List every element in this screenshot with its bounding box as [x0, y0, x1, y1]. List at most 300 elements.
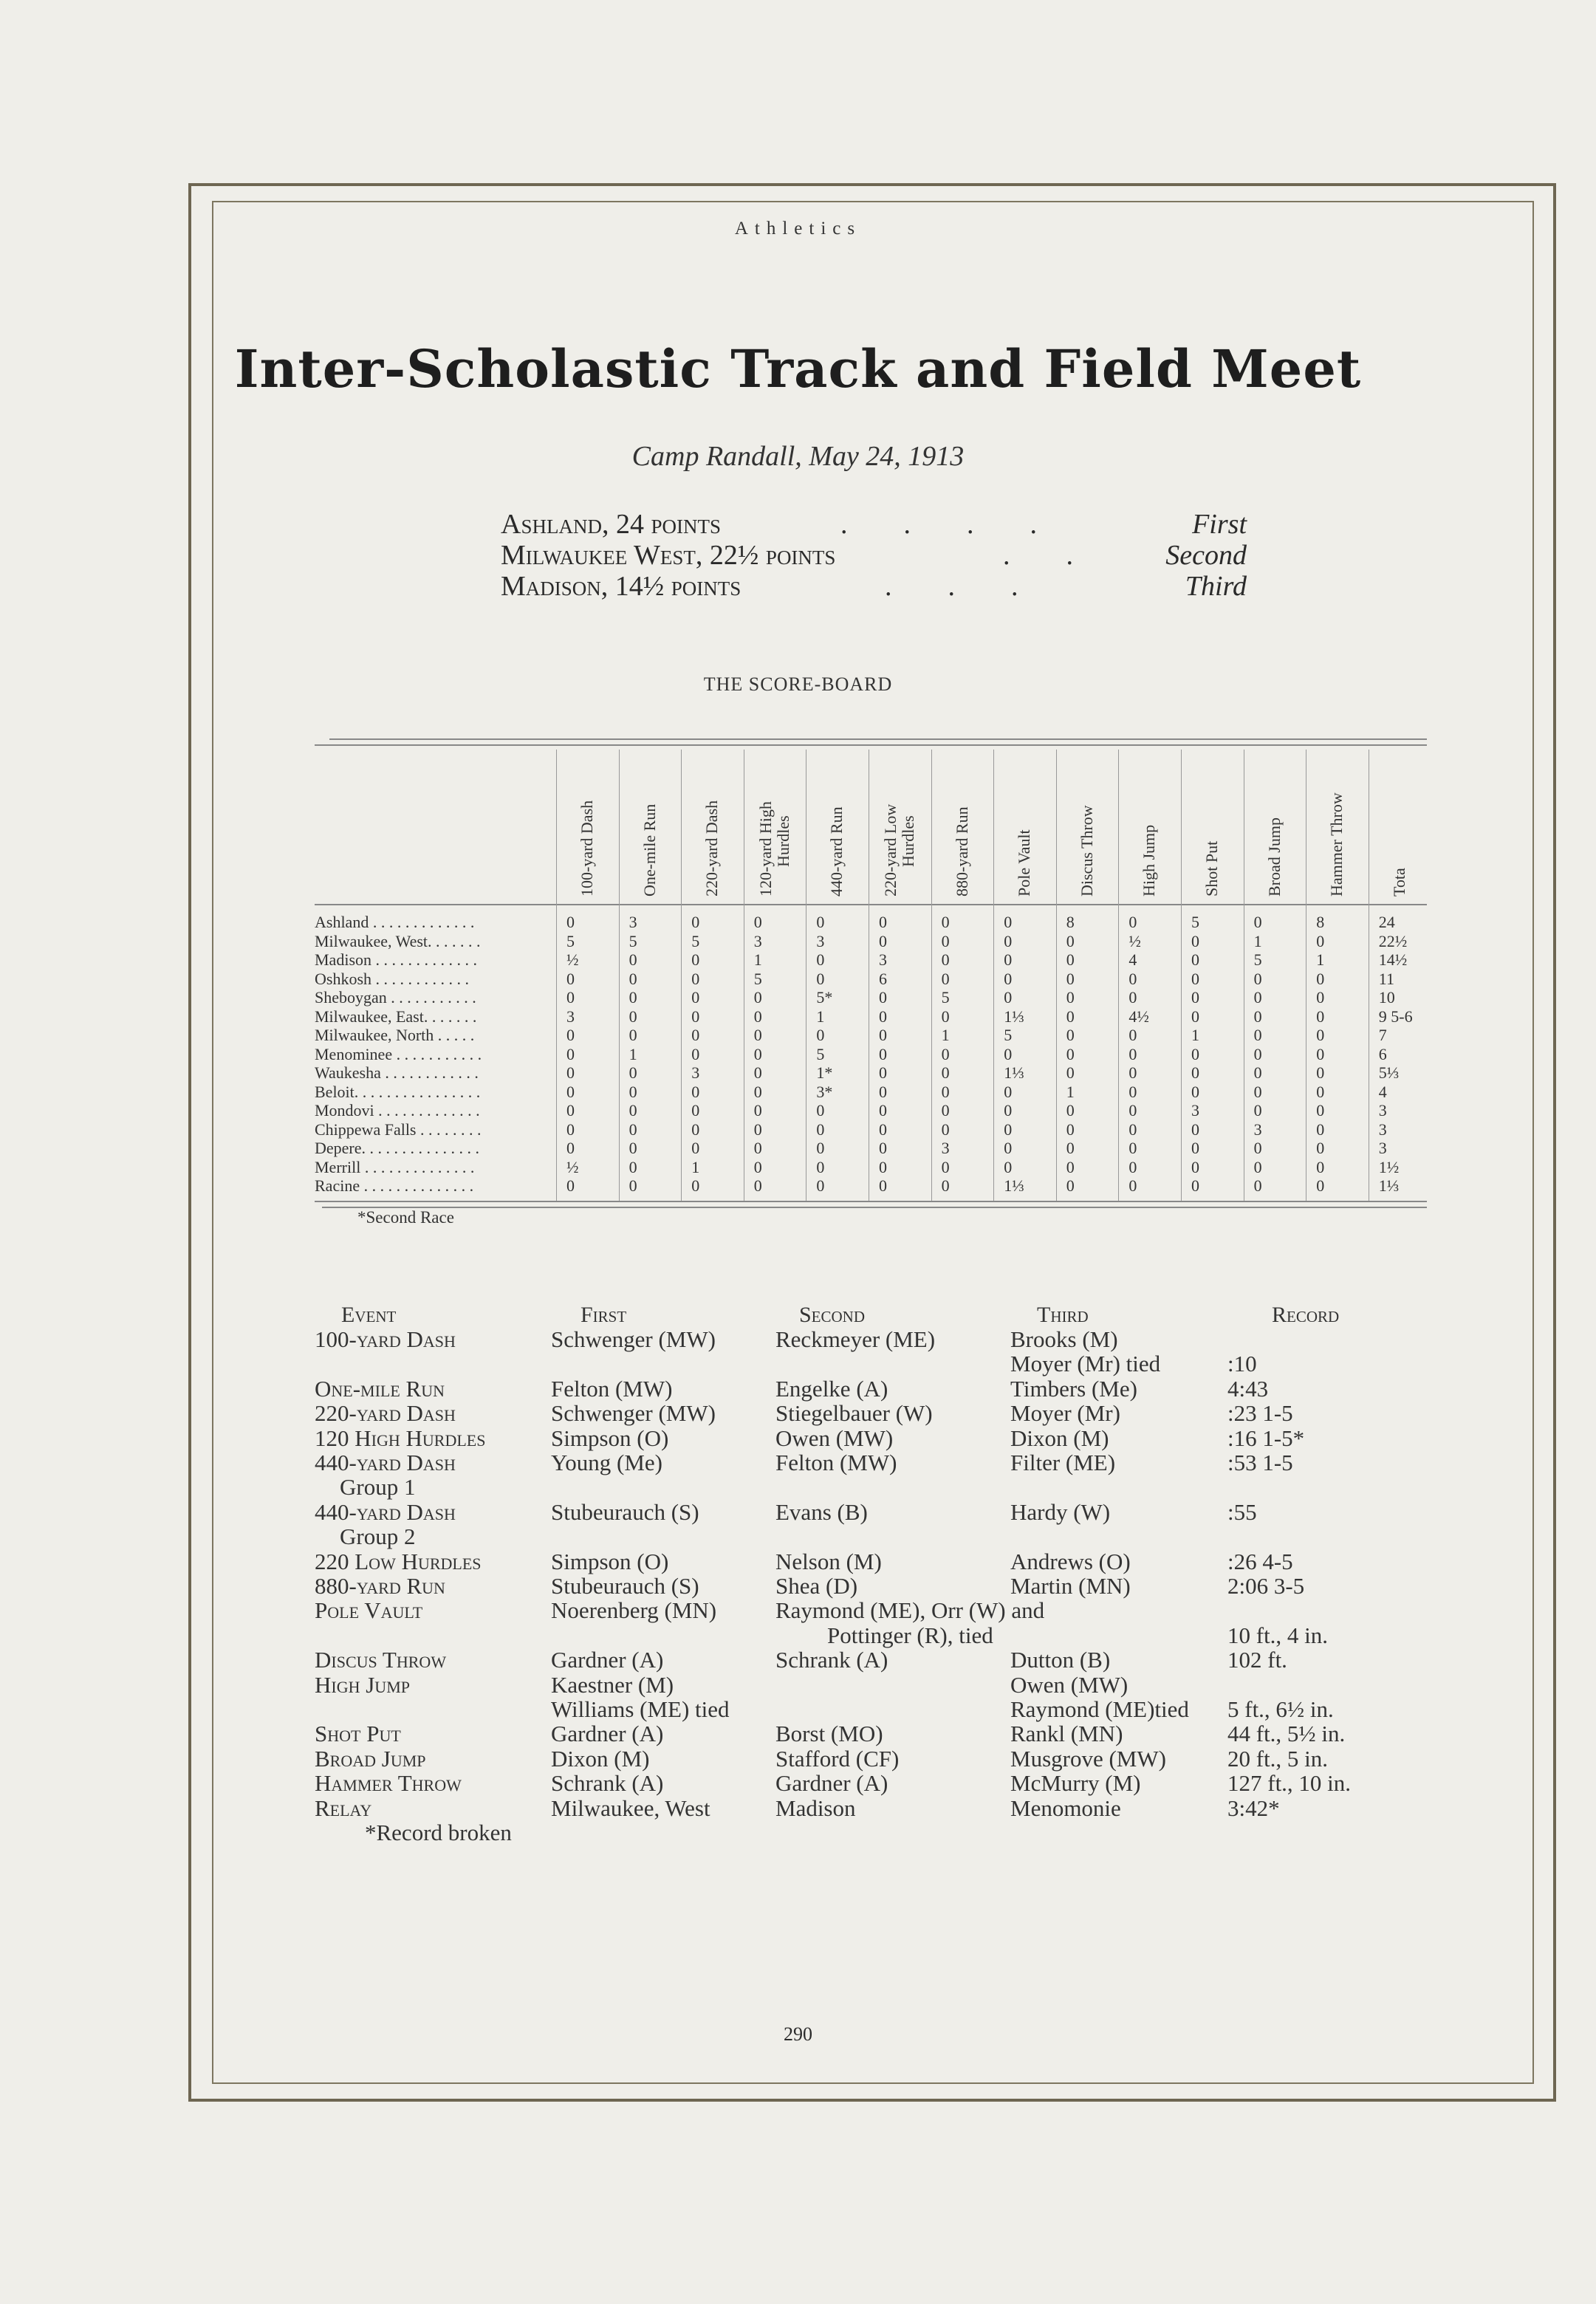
placing-third [501, 570, 1247, 603]
scoreboard-cell: 0 [941, 1063, 950, 1082]
scoreboard-cell: 3 [879, 950, 887, 969]
scoreboard-cell: 0 [1066, 1176, 1075, 1195]
scoreboard-team-name: Milwaukee, East. . . . . . . [315, 1007, 477, 1026]
events-cell-second: Gardner (A) [775, 1770, 888, 1797]
scoreboard-cell: 0 [1316, 1026, 1325, 1044]
scoreboard-cell: 0 [879, 1007, 887, 1026]
scoreboard-cell: 3 [1378, 1101, 1387, 1120]
scoreboard-cell: 0 [1316, 1007, 1325, 1026]
events-cell-event: 880-yard Run [315, 1573, 445, 1599]
scoreboard-cell: 0 [566, 1026, 575, 1044]
scoreboard-cell: 0 [629, 969, 637, 988]
scoreboard-cell: 0 [691, 950, 700, 969]
scoreboard-cell: 0 [1316, 1139, 1325, 1157]
events-cell-first: Stubeurauch (S) [551, 1573, 699, 1599]
scoreboard-cell: 0 [941, 931, 950, 950]
scoreboard-cell: 0 [1128, 1101, 1137, 1120]
placing-rank: Third [1185, 571, 1247, 602]
scoreboard-cell: 1 [941, 1026, 950, 1044]
scoreboard-cell: 0 [1253, 988, 1262, 1007]
scoreboard-cell: 9 5-6 [1378, 1007, 1413, 1026]
scoreboard-cell: 1⅓ [1378, 1176, 1400, 1195]
scoreboard-cell: 0 [1066, 1101, 1075, 1120]
events-cell-first: Noerenberg (MN) [551, 1597, 717, 1624]
scoreboard-cell: 0 [753, 913, 762, 931]
scoreboard-team-name: Chippewa Falls . . . . . . . . [315, 1120, 482, 1139]
events-cell-event: Group 1 [340, 1474, 416, 1501]
events-column-header: Record [1272, 1303, 1340, 1327]
scoreboard-cell: 0 [1191, 1120, 1199, 1139]
scoreboard-cell: 1 [1316, 950, 1325, 969]
page-number: 290 [784, 2023, 812, 2045]
scoreboard-cell: 0 [1316, 1157, 1325, 1176]
events-cell-third: Musgrove (MW) [1010, 1745, 1166, 1772]
leader-dots: . . [1003, 540, 1073, 571]
scoreboard-column-header: One-mile Run [640, 803, 659, 896]
scoreboard-cell: 0 [816, 1101, 825, 1120]
scoreboard-cell: 0 [1066, 1026, 1075, 1044]
scoreboard-cell: 0 [941, 1157, 950, 1176]
scoreboard-team-name: Beloit. . . . . . . . . . . . . . . . [315, 1082, 481, 1101]
scoreboard-cell: 0 [1128, 1157, 1137, 1176]
scoreboard-cell: 0 [566, 988, 575, 1007]
scoreboard-cell: 0 [1066, 1044, 1075, 1063]
scoreboard-cell: 24 [1378, 913, 1395, 931]
scoreboard-column-header: 880-yard Run [952, 806, 971, 896]
scoreboard-cell: 0 [879, 1063, 887, 1082]
scoreboard-cell: 1⅓ [1004, 1176, 1024, 1195]
events-cell-third: Moyer (Mr) tied [1010, 1351, 1161, 1377]
scoreboard-cell: 0 [1066, 1139, 1075, 1157]
scoreboard-cell: 5 [691, 931, 700, 950]
scoreboard-cell: 5* [816, 988, 833, 1007]
events-cell-record: :10 [1227, 1351, 1257, 1377]
events-cell-second: Schrank (A) [775, 1647, 888, 1673]
scoreboard-cell: 0 [1191, 1082, 1199, 1101]
scoreboard-cell: 1⅓ [1004, 1007, 1024, 1026]
placing-rank: First [1192, 509, 1247, 540]
scoreboard-cell: ½ [566, 950, 579, 969]
events-column-header: First [580, 1303, 627, 1327]
scoreboard-cell: 0 [879, 1082, 887, 1101]
scoreboard-cell: 3 [816, 931, 825, 950]
events-cell-first: Schrank (A) [551, 1770, 664, 1797]
events-cell-record: 44 ft., 5½ in. [1227, 1721, 1346, 1747]
scoreboard-column-header: Discus Throw [1077, 805, 1096, 896]
scoreboard-cell: 11 [1378, 969, 1394, 988]
scoreboard-cell: 0 [1191, 1139, 1199, 1157]
scoreboard-cell: 0 [753, 1101, 762, 1120]
scoreboard-column-divider [556, 750, 557, 1201]
scoreboard-rule-top-2 [315, 744, 1427, 746]
meet-subtitle: Camp Randall, May 24, 1913 [631, 441, 965, 472]
scoreboard-cell: 0 [566, 1044, 575, 1063]
scoreboard-cell: 0 [941, 1101, 950, 1120]
events-cell-event: 440-yard Dash [315, 1450, 456, 1475]
scoreboard-cell: 0 [1253, 1101, 1262, 1120]
scoreboard-cell: 0 [1066, 969, 1075, 988]
scoreboard-cell: 0 [1253, 1007, 1262, 1026]
scoreboard-cell: 1½ [1378, 1157, 1400, 1176]
scoreboard-cell: 0 [1004, 913, 1013, 931]
scoreboard-column-header: 220-yard Dash [702, 800, 722, 896]
events-cell-third: Rankl (MN) [1010, 1721, 1123, 1747]
events-cell-first: Milwaukee, West [551, 1794, 710, 1821]
scoreboard-cell: 0 [566, 1120, 575, 1139]
scoreboard-cell: 1 [1066, 1082, 1075, 1101]
scoreboard-cell: 0 [1004, 1157, 1013, 1176]
events-cell-event: 440-yard Dash [315, 1498, 456, 1525]
scoreboard-cell: 0 [691, 988, 700, 1007]
scoreboard-cell: 0 [1316, 931, 1325, 950]
scoreboard-cell: 5 [1004, 1026, 1013, 1044]
scoreboard-cell: 0 [1004, 969, 1013, 988]
scoreboard-cell: 0 [941, 1082, 950, 1101]
scoreboard-cell: 5 [941, 988, 950, 1007]
scoreboard-cell: 0 [1191, 1176, 1199, 1195]
scoreboard-cell: 0 [1316, 969, 1325, 988]
scoreboard-cell: 0 [691, 969, 700, 988]
events-cell-event: 120 High Hurdles [315, 1424, 486, 1451]
scoreboard-cell: 0 [941, 1176, 950, 1195]
scoreboard-cell: 0 [941, 950, 950, 969]
scoreboard-rule-bottom-2 [322, 1207, 1427, 1208]
scoreboard-cell: 0 [1128, 1176, 1137, 1195]
events-cell-record: :55 [1227, 1498, 1257, 1525]
scoreboard-cell: 0 [629, 950, 637, 969]
scoreboard-cell: 0 [753, 1176, 762, 1195]
scoreboard-column-divider [1181, 750, 1182, 1201]
scoreboard-cell: 3 [691, 1063, 700, 1082]
scoreboard-cell: 0 [753, 1139, 762, 1157]
placing-rank: Second [1165, 540, 1247, 571]
scoreboard-column-header: 440-yard Run [827, 806, 846, 896]
scoreboard-cell: 5 [1253, 950, 1262, 969]
scoreboard-cell: 5⅓ [1378, 1063, 1400, 1082]
events-cell-record: 2:06 3-5 [1227, 1573, 1305, 1599]
scoreboard-cell: 0 [816, 1176, 825, 1195]
scoreboard-cell: 0 [753, 988, 762, 1007]
placing-second [501, 539, 1247, 572]
scoreboard-cell: 0 [753, 1082, 762, 1101]
scoreboard-cell: 5 [753, 969, 762, 988]
scoreboard-cell: 0 [816, 1120, 825, 1139]
scoreboard-column-divider [1056, 750, 1057, 1201]
scoreboard-cell: 4½ [1128, 1007, 1149, 1026]
scoreboard-cell: 8 [1066, 913, 1075, 931]
scoreboard-cell: 8 [1316, 913, 1325, 931]
scoreboard-cell: 5 [816, 1044, 825, 1063]
events-cell-event: Group 2 [340, 1523, 416, 1550]
scoreboard-team-name: Merrill . . . . . . . . . . . . . . [315, 1157, 475, 1176]
scoreboard-cell: 7 [1378, 1026, 1387, 1044]
scoreboard-cell: 5 [1191, 913, 1199, 931]
events-cell-third: Moyer (Mr) [1010, 1400, 1120, 1427]
scoreboard-team-name: Milwaukee, West. . . . . . . [315, 931, 481, 950]
page-title: Inter-Scholastic Track and Field Meet [234, 338, 1362, 400]
events-cell-event: 220 Low Hurdles [315, 1548, 482, 1574]
scoreboard-cell: 0 [1066, 931, 1075, 950]
scoreboard-cell: 0 [1253, 1026, 1262, 1044]
scoreboard-cell: 0 [1066, 1007, 1075, 1026]
scoreboard-cell: 22½ [1378, 931, 1408, 950]
scoreboard-cell: 0 [566, 1101, 575, 1120]
scoreboard-cell: 0 [1128, 1063, 1137, 1082]
scoreboard-cell: 3* [816, 1082, 833, 1101]
scoreboard-cell: 0 [1004, 1139, 1013, 1157]
scoreboard-cell: 0 [1128, 988, 1137, 1007]
scoreboard-cell: 0 [691, 913, 700, 931]
scoreboard-cell: 0 [941, 913, 950, 931]
events-cell-first: Dixon (M) [551, 1745, 650, 1772]
scoreboard-cell: 14½ [1378, 950, 1408, 969]
scoreboard-column-header: 120-yard High Hurdles [756, 801, 792, 896]
events-cell-second: Pottinger (R), tied [827, 1622, 993, 1648]
scoreboard-cell: 0 [1191, 969, 1199, 988]
events-cell-second: Reckmeyer (ME) [775, 1326, 936, 1352]
placing-team: Ashland, 24 points [501, 509, 721, 540]
scoreboard-cell: 0 [1253, 1176, 1262, 1195]
scoreboard-cell: 0 [566, 1139, 575, 1157]
scoreboard-cell: 0 [816, 1026, 825, 1044]
scoreboard-cell: 3 [941, 1139, 950, 1157]
events-cell-first: Kaestner (M) [551, 1671, 674, 1698]
scoreboard-column-header: Tota [1389, 868, 1408, 896]
scoreboard-cell: 0 [1128, 1044, 1137, 1063]
scoreboard-cell: 0 [879, 988, 887, 1007]
events-cell-first: Gardner (A) [551, 1647, 664, 1673]
events-cell-second: Engelke (A) [775, 1375, 888, 1402]
scoreboard-column-header: 100-yard Dash [578, 800, 596, 896]
scoreboard-cell: 1 [753, 950, 762, 969]
scoreboard-cell: 0 [879, 1139, 887, 1157]
scoreboard-cell: 0 [1004, 1120, 1013, 1139]
scoreboard-cell: 0 [691, 1120, 700, 1139]
scoreboard-cell: 0 [1316, 1101, 1325, 1120]
scoreboard-cell: 5 [566, 931, 575, 950]
leader-dots: . . . [885, 571, 1018, 602]
scoreboard-cell: 0 [1253, 1044, 1262, 1063]
events-cell-event: Pole Vault [315, 1597, 423, 1624]
scoreboard-cell: 0 [1128, 1120, 1137, 1139]
events-cell-first: Simpson (O) [551, 1548, 669, 1574]
events-cell-record: 3:42* [1227, 1794, 1280, 1821]
events-column-header: Second [799, 1303, 866, 1327]
scoreboard-cell: 0 [1316, 1063, 1325, 1082]
scoreboard-cell: 0 [816, 913, 825, 931]
scoreboard-cell: 0 [691, 1176, 700, 1195]
events-cell-second: Owen (MW) [775, 1424, 894, 1451]
events-cell-record: :16 1-5* [1227, 1424, 1305, 1451]
events-cell-record: :53 1-5 [1227, 1450, 1293, 1475]
events-cell-third: McMurry (M) [1010, 1770, 1141, 1797]
scoreboard-cell: 0 [816, 1139, 825, 1157]
events-column-header: Third [1037, 1303, 1089, 1327]
events-cell-event: Relay [315, 1794, 372, 1821]
scoreboard-cell: 0 [691, 1082, 700, 1101]
scoreboard-cell: 4 [1128, 950, 1137, 969]
scoreboard-rule-bottom [315, 1201, 1427, 1202]
scoreboard-cell: 1 [1253, 931, 1262, 950]
scoreboard-cell: 0 [753, 1120, 762, 1139]
scoreboard-column-divider [619, 750, 620, 1201]
scoreboard-cell: ½ [566, 1157, 579, 1176]
placing-team: Madison, 14½ points [501, 571, 742, 602]
scoreboard-cell: 1 [629, 1044, 637, 1063]
events-cell-third: Raymond (ME)tied [1010, 1696, 1189, 1722]
scoreboard-cell: 0 [1253, 1063, 1262, 1082]
scoreboard-cell: 0 [1191, 1157, 1199, 1176]
events-cell-record: 5 ft., 6½ in. [1227, 1696, 1334, 1722]
scoreboard-cell: 0 [941, 1044, 950, 1063]
scoreboard-cell: 0 [1004, 931, 1013, 950]
scoreboard-cell: 0 [879, 913, 887, 931]
scoreboard-cell: 0 [691, 1101, 700, 1120]
scoreboard-cell: 0 [629, 1176, 637, 1195]
scoreboard-team-name: Mondovi . . . . . . . . . . . . . [315, 1101, 480, 1120]
scoreboard-cell: 0 [753, 1044, 762, 1063]
scoreboard-cell: 3 [1191, 1101, 1199, 1120]
scoreboard-cell: 0 [1253, 1139, 1262, 1157]
events-footnote: *Record broken [365, 1820, 512, 1845]
scoreboard-cell: 0 [879, 931, 887, 950]
scoreboard-cell: 1⅓ [1004, 1063, 1024, 1082]
events-cell-second: Felton (MW) [775, 1450, 897, 1475]
events-cell-third: Filter (ME) [1010, 1450, 1116, 1475]
scoreboard-column-divider [993, 750, 994, 1201]
scoreboard-cell: 3 [753, 931, 762, 950]
scoreboard-cell: 0 [629, 988, 637, 1007]
scoreboard-cell: 0 [1191, 1007, 1199, 1026]
events-cell-first: Schwenger (MW) [551, 1400, 716, 1427]
scoreboard-cell: 0 [1191, 1044, 1199, 1063]
events-cell-record: :26 4-5 [1227, 1548, 1293, 1574]
events-cell-event: Hammer Throw [315, 1770, 462, 1797]
scoreboard-team-name: Madison . . . . . . . . . . . . . [315, 950, 477, 969]
events-cell-second: Stafford (CF) [775, 1745, 900, 1772]
scoreboard-cell: 0 [691, 1007, 700, 1026]
events-cell-second: Raymond (ME), Orr (W) and [775, 1597, 1045, 1624]
scoreboard-team-name: Depere. . . . . . . . . . . . . . . [315, 1139, 480, 1157]
events-cell-event: High Jump [315, 1671, 410, 1698]
scoreboard-cell: 0 [1066, 950, 1075, 969]
events-cell-third: Dixon (M) [1010, 1424, 1109, 1451]
scoreboard-cell: 0 [566, 1082, 575, 1101]
scoreboard-cell: 0 [1128, 969, 1137, 988]
events-cell-record: 20 ft., 5 in. [1227, 1745, 1329, 1772]
scoreboard-cell: 0 [1316, 988, 1325, 1007]
scoreboard-cell: 0 [629, 1026, 637, 1044]
scoreboard-column-header: 220-yard Low Hurdles [881, 803, 917, 896]
scoreboard-cell: 1 [691, 1157, 700, 1176]
events-cell-event: 100-yard Dash [315, 1326, 456, 1352]
scoreboard-cell: 10 [1378, 988, 1395, 1007]
scoreboard-cell: 0 [753, 1026, 762, 1044]
events-cell-event: 220-yard Dash [315, 1400, 456, 1427]
scoreboard-cell: 0 [941, 969, 950, 988]
scoreboard-cell: 0 [629, 1120, 637, 1139]
scoreboard-cell: 3 [1253, 1120, 1262, 1139]
scoreboard-cell: 1* [816, 1063, 833, 1082]
scoreboard-cell: 0 [941, 1007, 950, 1026]
scoreboard-rule-top [329, 738, 1427, 740]
events-cell-third: Martin (MN) [1010, 1573, 1131, 1599]
events-cell-record: 102 ft. [1227, 1647, 1287, 1673]
scoreboard-cell: 0 [1004, 988, 1013, 1007]
scoreboard-cell: 0 [879, 1101, 887, 1120]
scoreboard-cell: 0 [941, 1120, 950, 1139]
scoreboard-cell: 0 [879, 1157, 887, 1176]
events-cell-record: 10 ft., 4 in. [1227, 1622, 1329, 1648]
scoreboard-cell: 0 [629, 1157, 637, 1176]
scoreboard-cell: 0 [1253, 1157, 1262, 1176]
scoreboard-cell: 0 [1128, 1026, 1137, 1044]
scoreboard-cell: 0 [879, 1044, 887, 1063]
scoreboard-cell: 0 [879, 1026, 887, 1044]
scoreboard-cell: 0 [1004, 1101, 1013, 1120]
events-cell-record: 4:43 [1227, 1375, 1269, 1402]
scoreboard-cell: 0 [753, 1007, 762, 1026]
scoreboard-cell: 0 [1066, 1157, 1075, 1176]
scoreboard-cell: 0 [816, 1157, 825, 1176]
events-cell-event: Discus Throw [315, 1647, 447, 1673]
scoreboard-cell: 0 [1316, 1082, 1325, 1101]
scoreboard-cell: 0 [629, 1063, 637, 1082]
scoreboard-cell: 1 [816, 1007, 825, 1026]
events-cell-first: Williams (ME) tied [551, 1696, 730, 1722]
events-cell-second: Shea (D) [775, 1573, 858, 1599]
scoreboard-cell: 0 [691, 1139, 700, 1157]
scoreboard-cell: 0 [629, 1139, 637, 1157]
scoreboard-cell: 0 [566, 969, 575, 988]
events-cell-first: Gardner (A) [551, 1721, 664, 1747]
scoreboard-team-name: Racine . . . . . . . . . . . . . . [315, 1176, 474, 1195]
scoreboard-column-header: Hammer Throw [1327, 792, 1346, 896]
events-cell-third: Timbers (Me) [1010, 1375, 1137, 1402]
scoreboard-cell: 0 [1066, 988, 1075, 1007]
scoreboard-cell: 0 [1191, 931, 1199, 950]
scoreboard-cell: 0 [816, 950, 825, 969]
events-cell-first: Stubeurauch (S) [551, 1498, 699, 1525]
scoreboard-cell: 0 [1253, 913, 1262, 931]
events-cell-event: Broad Jump [315, 1745, 426, 1772]
scoreboard-column-header: Pole Vault [1015, 829, 1034, 896]
scoreboard-cell: 0 [753, 1157, 762, 1176]
scoreboard-team-name: Sheboygan . . . . . . . . . . . [315, 988, 476, 1007]
scoreboard-column-divider [1118, 750, 1119, 1201]
scoreboard-cell: 0 [1066, 1063, 1075, 1082]
placing-team: Milwaukee West, 22½ points [501, 540, 836, 571]
scoreboard-cell: 0 [879, 1120, 887, 1139]
events-cell-first: Felton (MW) [551, 1375, 673, 1402]
scoreboard-cell: 1 [1191, 1026, 1199, 1044]
scoreboard-cell: 0 [1004, 1082, 1013, 1101]
scoreboard-cell: 3 [566, 1007, 575, 1026]
scoreboard-column-header: Broad Jump [1264, 817, 1284, 896]
scoreboard-cell: 0 [1253, 1082, 1262, 1101]
scoreboard-cell: 0 [1191, 950, 1199, 969]
events-cell-record: :23 1-5 [1227, 1400, 1293, 1427]
events-cell-third: Hardy (W) [1010, 1498, 1111, 1525]
scoreboard-cell: 5 [629, 931, 637, 950]
scoreboard-cell: 3 [629, 913, 637, 931]
events-cell-third: Menomonie [1010, 1794, 1121, 1821]
scoreboard-cell: 0 [1316, 1176, 1325, 1195]
events-cell-third: Andrews (O) [1010, 1548, 1131, 1574]
events-cell-record: 127 ft., 10 in. [1227, 1770, 1352, 1797]
scoreboard-cell: 6 [879, 969, 887, 988]
scoreboard-cell: 0 [1316, 1044, 1325, 1063]
